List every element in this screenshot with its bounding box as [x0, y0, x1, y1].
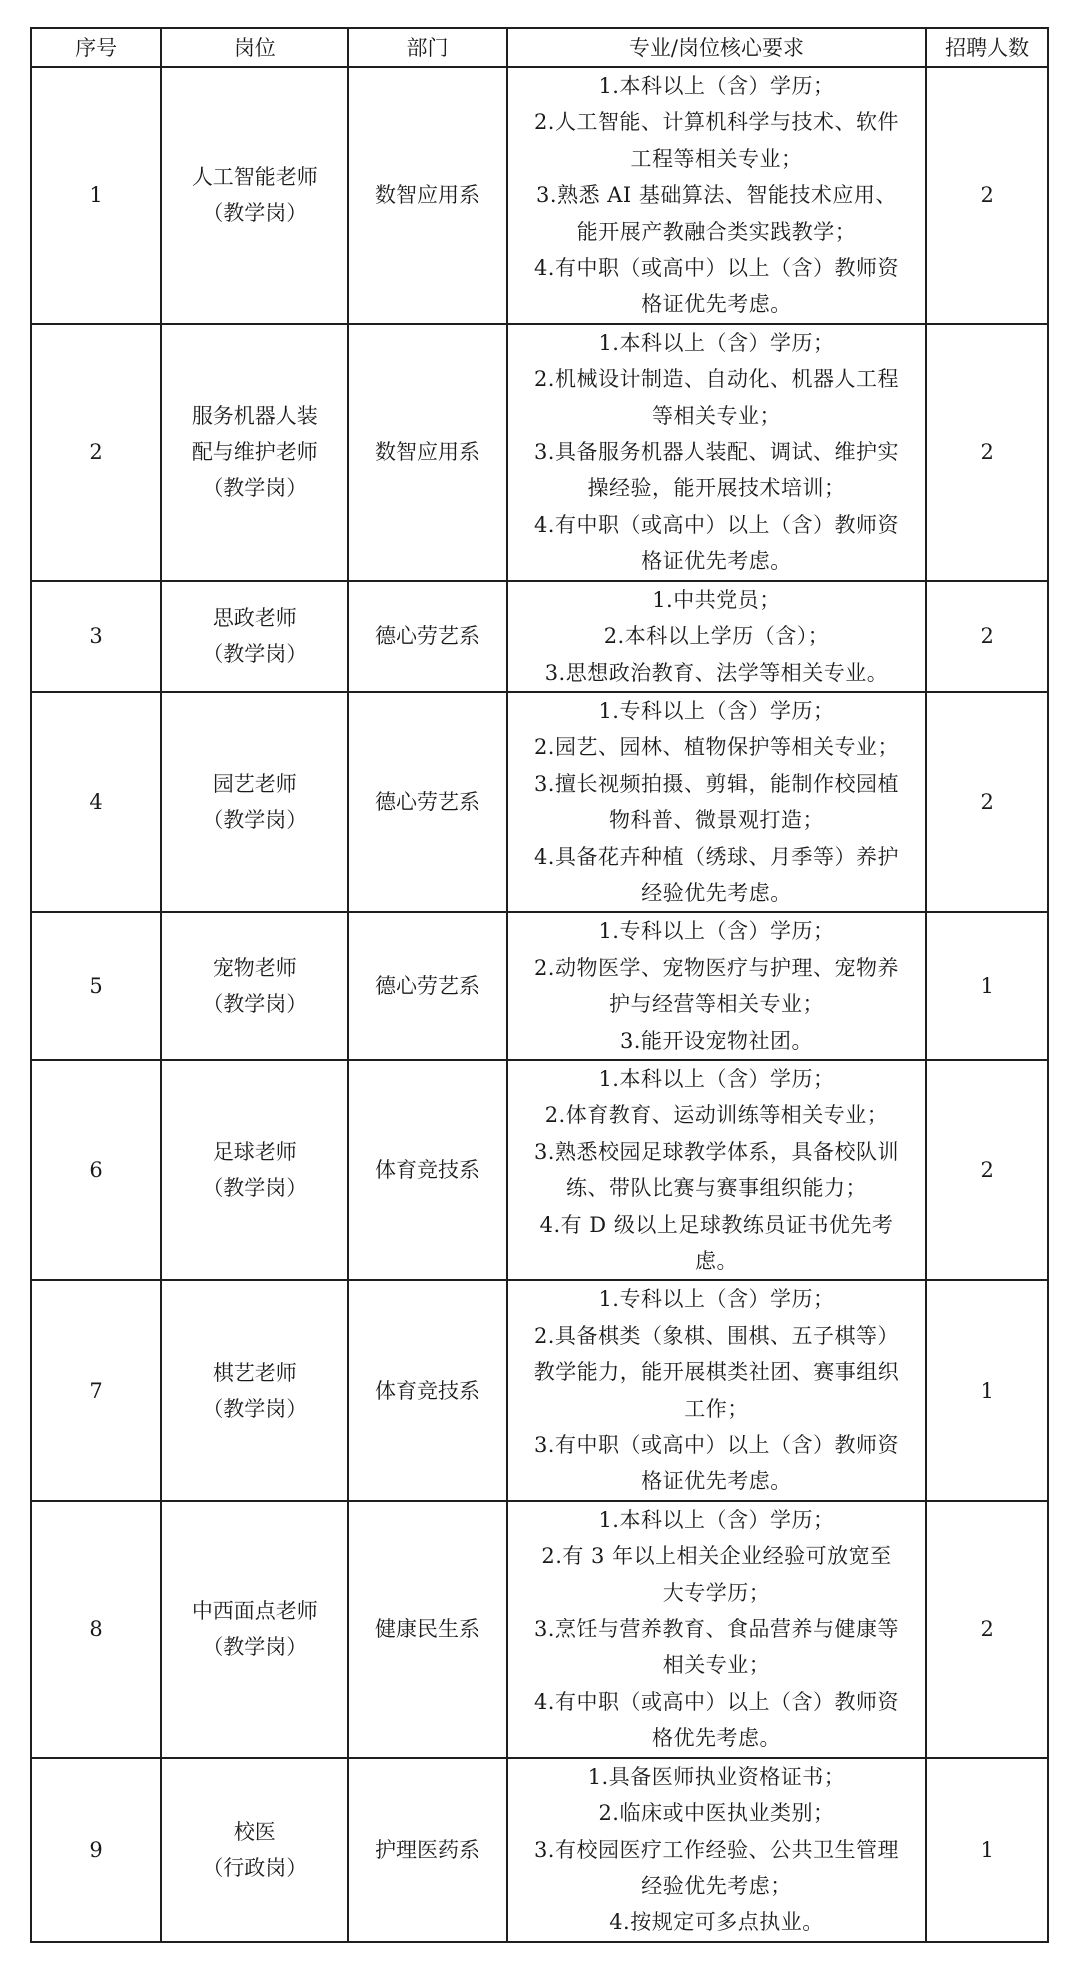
row-department: 体育竞技系 — [348, 1060, 506, 1280]
role-line: 棋艺老师 — [212, 1360, 297, 1385]
row-role — [161, 1280, 348, 1500]
row-seq: 5 — [31, 912, 161, 1060]
requirement-line: 4.有中职（或高中）以上（含）教师资 — [533, 512, 899, 537]
requirement-line: 1.本科以上（含）学历； — [598, 330, 835, 355]
role-line: 人工智能老师 — [191, 165, 318, 190]
role-line: （教学岗） — [202, 1635, 308, 1660]
header-requirements: 专业/岗位核心要求 — [507, 28, 927, 67]
requirement-line: 3.有中职（或高中）以上（含）教师资 — [533, 1433, 899, 1458]
role-line: 中西面点老师 — [191, 1599, 318, 1624]
role-line: （行政岗） — [202, 1855, 308, 1880]
requirement-line: 3.擅长视频拍摄、剪辑，能制作校园植 — [533, 771, 899, 796]
requirement-line: 2.园艺、园林、植物保护等相关专业； — [533, 735, 899, 760]
requirement-line: 格优先考虑。 — [651, 1726, 781, 1751]
requirement-line: 工作； — [684, 1396, 749, 1421]
requirement-line: 操经验，能开展技术培训； — [587, 476, 846, 501]
requirement-line: 2.人工智能、计算机科学与技术、软件 — [533, 110, 899, 135]
row-department: 德心劳艺系 — [348, 692, 506, 912]
requirement-line: 工程等相关专业； — [630, 146, 803, 171]
requirement-line: 4.具备花卉种植（绣球、月季等）养护 — [533, 844, 899, 869]
role-line: （教学岗） — [202, 1176, 308, 1201]
requirement-line: 2.具备棋类（象棋、围棋、五子棋等） — [533, 1323, 899, 1348]
requirement-line: 1.专科以上（含）学历； — [598, 1287, 835, 1312]
requirement-line: 1.专科以上（含）学历； — [598, 698, 835, 723]
requirement-line: 1.本科以上（含）学历； — [598, 1066, 835, 1091]
row-requirements — [507, 1060, 927, 1280]
role-line: 宠物老师 — [212, 956, 297, 981]
requirement-line: 1.本科以上（含）学历； — [598, 74, 835, 98]
row-requirements — [507, 912, 927, 1060]
requirement-line: 护与经营等相关专业； — [608, 992, 824, 1017]
requirement-line: 2.本科以上学历（含）； — [603, 624, 830, 649]
row-seq: 1 — [31, 67, 161, 324]
table-row — [31, 1758, 1048, 1942]
row-seq: 4 — [31, 692, 161, 912]
row-role — [161, 1060, 348, 1280]
row-role — [161, 1758, 348, 1942]
row-requirements — [507, 67, 927, 324]
requirement-line: 2.临床或中医执业类别； — [598, 1801, 835, 1826]
requirement-line: 4.有 D 级以上足球教练员证书优先考 — [539, 1212, 894, 1237]
row-seq: 7 — [31, 1280, 161, 1500]
requirement-line: 3.熟悉校园足球教学体系，具备校队训 — [533, 1139, 899, 1164]
row-requirements — [507, 1501, 927, 1758]
role-line: 配与维护老师 — [191, 440, 318, 465]
requirement-line: 2.机械设计制造、自动化、机器人工程 — [533, 367, 899, 392]
requirement-line: 大专学历； — [662, 1580, 771, 1605]
table-row — [31, 912, 1048, 1060]
requirement-line: 虑。 — [694, 1249, 738, 1273]
row-department: 德心劳艺系 — [348, 912, 506, 1060]
requirement-line: 1.中共党员； — [652, 587, 781, 612]
requirement-line: 经验优先考虑。 — [641, 880, 792, 905]
role-line: 思政老师 — [212, 606, 297, 631]
role-line: 足球老师 — [212, 1140, 297, 1165]
row-requirements — [507, 324, 927, 581]
requirement-line: 练、带队比赛与赛事组织能力； — [565, 1176, 867, 1201]
row-seq: 6 — [31, 1060, 161, 1280]
requirement-line: 1.具备医师执业资格证书； — [587, 1764, 846, 1789]
recruitment-table — [30, 27, 1049, 1943]
row-hire-count: 1 — [926, 912, 1048, 1060]
requirement-line: 1.专科以上（含）学历； — [598, 919, 835, 944]
requirement-line: 2.有 3 年以上相关企业经验可放宽至 — [541, 1544, 892, 1569]
row-role — [161, 1501, 348, 1758]
role-line: （教学岗） — [202, 1396, 308, 1421]
row-department: 数智应用系 — [348, 324, 506, 581]
requirement-line: 物科普、微景观打造； — [608, 808, 824, 833]
row-seq: 9 — [31, 1758, 161, 1942]
row-department: 健康民生系 — [348, 1501, 506, 1758]
header-count: 招聘人数 — [926, 28, 1048, 67]
requirement-line: 格证优先考虑。 — [641, 292, 792, 317]
row-seq: 8 — [31, 1501, 161, 1758]
row-hire-count: 2 — [926, 1060, 1048, 1280]
row-role — [161, 692, 348, 912]
role-line: （教学岗） — [202, 642, 308, 667]
row-department: 数智应用系 — [348, 67, 506, 324]
row-department: 体育竞技系 — [348, 1280, 506, 1500]
requirement-line: 4.按规定可多点执业。 — [609, 1910, 824, 1935]
header-dept: 部门 — [348, 28, 506, 67]
table-body — [31, 67, 1048, 1942]
role-line: （教学岗） — [202, 476, 308, 501]
requirement-line: 等相关专业； — [651, 403, 781, 428]
row-hire-count: 1 — [926, 1758, 1048, 1942]
requirement-line: 能开展产教融合类实践教学； — [576, 219, 857, 244]
row-hire-count: 2 — [926, 1501, 1048, 1758]
row-hire-count: 2 — [926, 581, 1048, 692]
row-role — [161, 324, 348, 581]
row-department: 德心劳艺系 — [348, 581, 506, 692]
row-hire-count: 1 — [926, 1280, 1048, 1500]
requirement-line: 3.有校园医疗工作经验、公共卫生管理 — [533, 1837, 899, 1862]
requirement-line: 3.烹饪与营养教育、食品营养与健康等 — [533, 1617, 899, 1642]
requirement-line: 经验优先考虑； — [641, 1873, 792, 1898]
requirement-line: 4.有中职（或高中）以上（含）教师资 — [533, 256, 899, 281]
role-line: （教学岗） — [202, 201, 308, 226]
row-requirements — [507, 692, 927, 912]
row-requirements — [507, 1280, 927, 1500]
requirement-line: 格证优先考虑。 — [641, 549, 792, 574]
row-role — [161, 581, 348, 692]
requirement-line: 2.动物医学、宠物医疗与护理、宠物养 — [533, 955, 899, 980]
role-line: 服务机器人装 — [191, 404, 318, 429]
role-line: （教学岗） — [202, 808, 308, 833]
header-row — [31, 28, 1048, 67]
row-requirements — [507, 1758, 927, 1942]
row-hire-count: 2 — [926, 67, 1048, 324]
table-row — [31, 1280, 1048, 1500]
requirement-line: 3.能开设宠物社团。 — [619, 1028, 813, 1053]
row-seq: 2 — [31, 324, 161, 581]
requirement-line: 3.熟悉 AI 基础算法、智能技术应用、 — [536, 183, 897, 208]
requirement-line: 3.具备服务机器人装配、调试、维护实 — [533, 440, 899, 465]
row-hire-count: 2 — [926, 324, 1048, 581]
table-row — [31, 1060, 1048, 1280]
row-seq: 3 — [31, 581, 161, 692]
requirement-line: 教学能力，能开展棋类社团、赛事组织 — [533, 1360, 900, 1385]
row-requirements — [507, 581, 927, 692]
row-hire-count: 2 — [926, 692, 1048, 912]
requirement-line: 1.本科以上（含）学历； — [598, 1507, 835, 1532]
requirement-line: 4.有中职（或高中）以上（含）教师资 — [533, 1689, 899, 1714]
table-row — [31, 581, 1048, 692]
requirement-line: 格证优先考虑。 — [641, 1469, 792, 1494]
requirement-line: 相关专业； — [662, 1653, 771, 1678]
table-row — [31, 324, 1048, 581]
row-role — [161, 912, 348, 1060]
role-line: （教学岗） — [202, 992, 308, 1017]
requirement-line: 3.思想政治教育、法学等相关专业。 — [544, 660, 889, 685]
row-department: 护理医药系 — [348, 1758, 506, 1942]
table-row — [31, 67, 1048, 324]
row-role — [161, 67, 348, 324]
header-seq: 序号 — [31, 28, 161, 67]
role-line: 校医 — [233, 1819, 276, 1844]
table-row — [31, 1501, 1048, 1758]
table-row — [31, 692, 1048, 912]
role-line: 园艺老师 — [212, 772, 297, 797]
header-role: 岗位 — [161, 28, 348, 67]
requirement-line: 2.体育教育、运动训练等相关专业； — [544, 1103, 889, 1128]
